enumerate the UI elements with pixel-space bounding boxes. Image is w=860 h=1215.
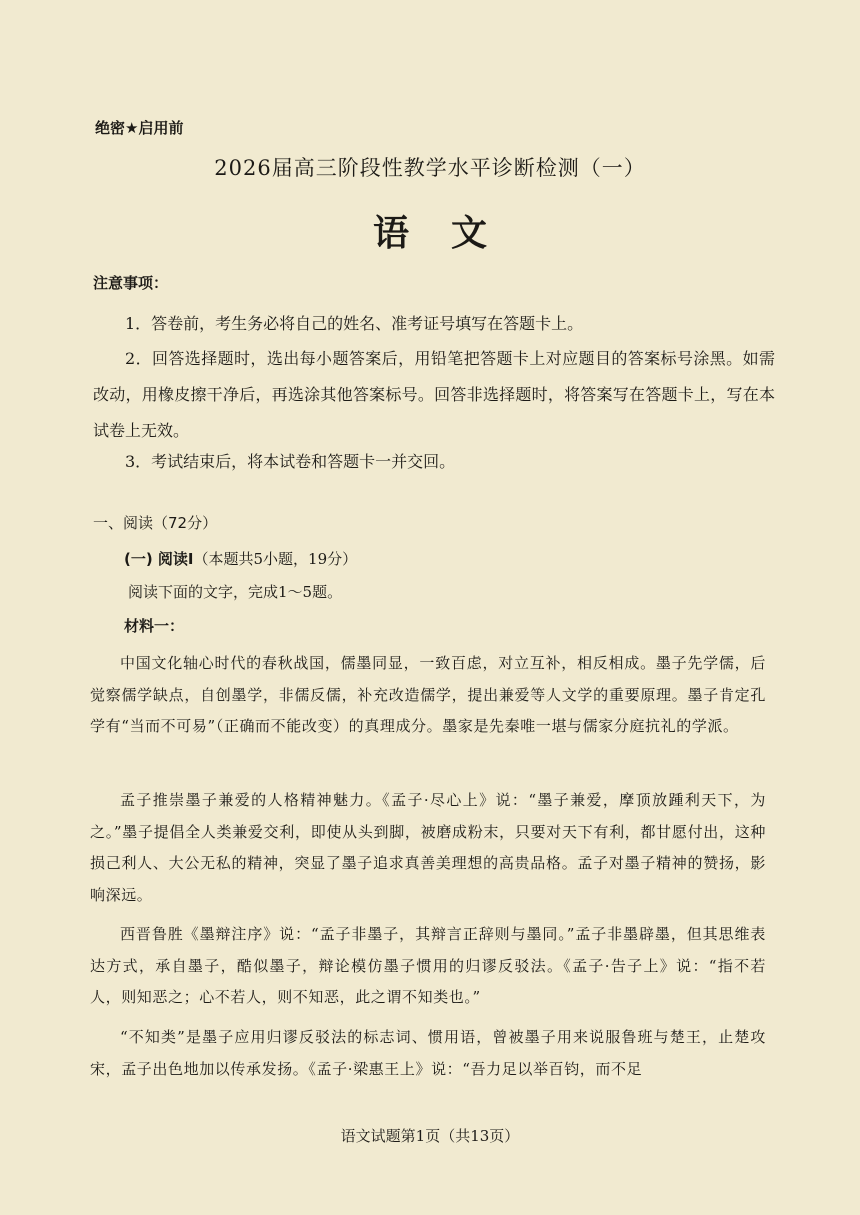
- section-heading: 一、阅读（72分）: [93, 514, 218, 532]
- subsection-label: (一) 阅读Ⅰ: [124, 550, 194, 568]
- page-footer: 语文试题第1页（共13页）: [340, 1127, 520, 1145]
- passage-paragraph-3: 西晋鲁胜《墨辩注序》说：“孟子非墨子，其辩言正辞则与墨同。”孟子非墨辟墨，但其思维表达方式，承自墨子，酷似墨子，辩论模仿墨子惯用的归谬反驳法。《孟子·告子上》说：“指不若人，则知恶之；心不若人，则不知恶，此之谓不知类也。”: [90, 925, 766, 1006]
- passage-paragraph-1: 中国文化轴心时代的春秋战国，儒墨同显，一致百虑，对立互补，相反相成。墨子先学儒，后觉察儒学缺点，自创墨学，非儒反儒，补充改造儒学，提出兼爱等人文学的重要原理。墨子肯定孔学有“当而不可易”（正确而不能改变）的真理成分。墨家是先秦唯一堪与儒家分庭抗礼的学派。: [90, 654, 766, 735]
- passage-paragraph-4: “不知类”是墨子应用归谬反驳法的标志词、惯用语，曾被墨子用来说服鲁班与楚王，止楚攻宋，孟子出色地加以传承发扬。《孟子·梁惠王上》说：“吾力足以举百钧，而不足: [90, 1028, 766, 1078]
- notice-item-3: 3．考试结束后，将本试卷和答题卡一并交回。: [125, 452, 456, 471]
- secret-mark: 绝密★启用前: [95, 119, 184, 137]
- notice-heading: 注意事项：: [93, 274, 169, 292]
- reading-instruction: 阅读下面的文字，完成1～5题。: [128, 583, 343, 601]
- subject-title: 语文: [372, 213, 529, 254]
- exam-title: 2026届高三阶段性教学水平诊断检测（一）: [214, 156, 646, 180]
- material-label: 材料一：: [124, 617, 185, 635]
- notice-item-1: 1．答卷前，考生务必将自己的姓名、准考证号填写在答题卡上。: [125, 314, 584, 333]
- subsection-detail: （本题共5小题，19分）: [193, 550, 358, 568]
- subsection-heading: [124, 548, 357, 569]
- passage-paragraph-2: 孟子推崇墨子兼爱的人格精神魅力。《孟子·尽心上》说：“墨子兼爱，摩顶放踵利天下，为之。”墨子提倡全人类兼爱交利，即使从头到脚，被磨成粉末，只要对天下有利，都甘愿付出，这种损己利人、大公无私的精神，突显了墨子追求真善美理想的高贵品格。孟子对墨子精神的赞扬，影响深远。: [90, 791, 766, 904]
- notice-item-2: 2．回答选择题时，选出每小题答案后，用铅笔把答题卡上对应题目的答案标号涂黑。如需改动，用橡皮擦干净后，再选涂其他答案标号。回答非选择题时，将答案写在答题卡上，写在本试卷上无效。: [93, 349, 775, 440]
